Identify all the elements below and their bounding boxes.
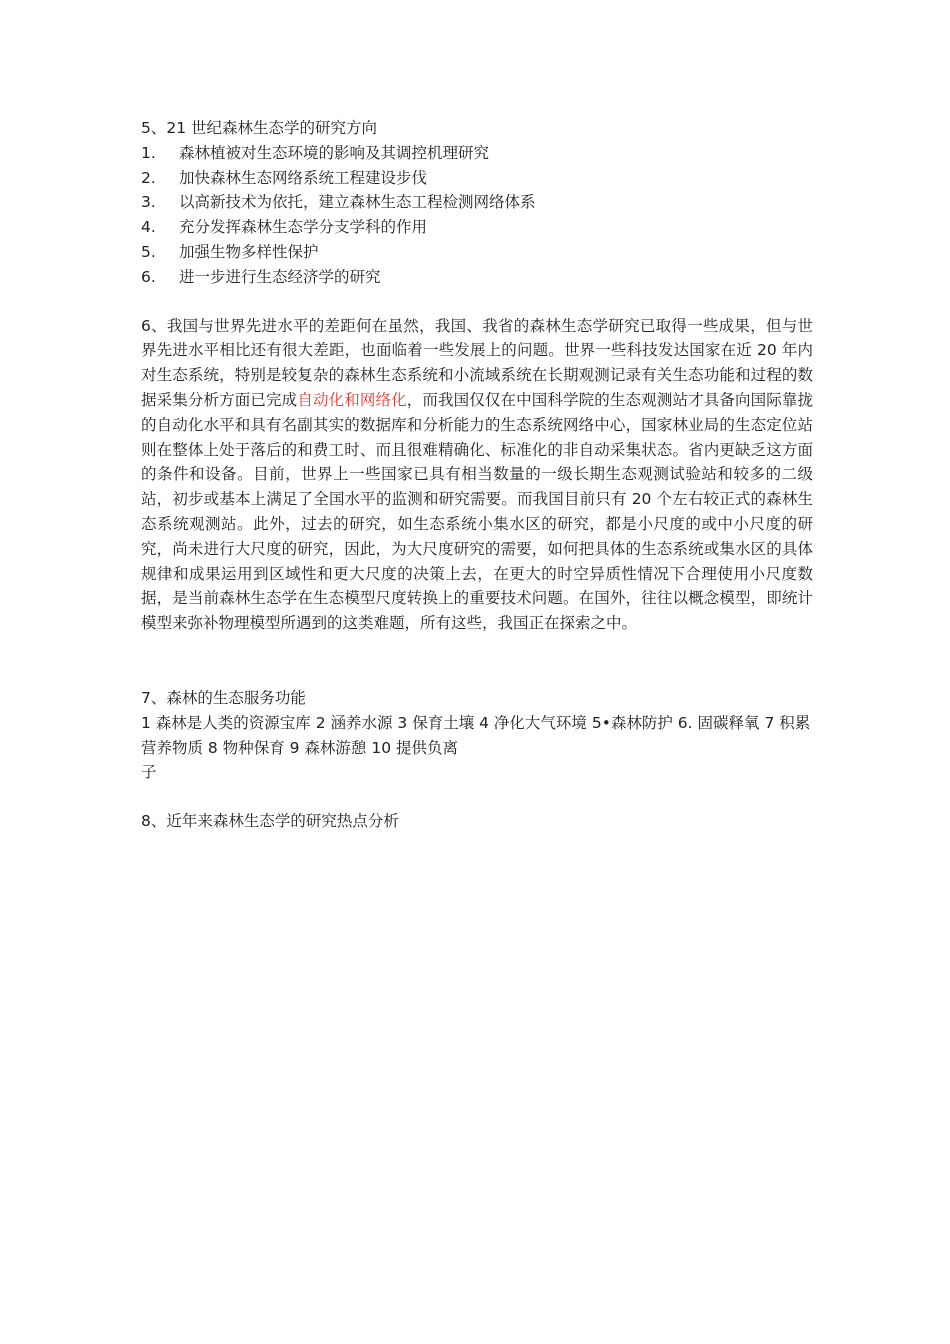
paragraph-text: ，而我国仅仅在中国科学院的生态观测站才具备向国际靠拢的自动化水平和具有名副其实的数据库和分析能力的生态系统网络中心，国家林业局的生态定位站则在整体上处于落后的和费工时、而且很难精确化、标准化的非自动采集状态。省内更缺乏这方面的条件和设备。目前，世界上一些国家已具有相当数量的一级长期生态观测试验站和较多的二级站，初步或基本上满足了全国水平的监测和研究需要。而我国目前只有 20 个左右较正式的森林生态系统观测站。此外，过去的研究，如生态系统小集水区的研究，都是小尺度的或中小尺度的研究，尚未进行大尺度的研究，因此，为大尺度研究的需要，如何把具体的生态系统或集水区的具体规律和成果运用到区域性和更大尺度的决策上去，在更大的时空异质性情况下合理使用小尺度数据，是当前森林生态学在生态模型尺度转换上的重要技术问题。在国外，往往以概念模型，即统计模型来弥补物理模型所遇到的这类难题，所有这些，我国正在探索之中。 (141, 390, 813, 633)
paragraph-text: 6、我国与世界先进水平的差距何在虽然，我国、我省的森林生态学研究已取得一些成果，但与世界先进水平相比还有很大差距，也面临着一些发展上的问题。世界一些科技发达国家在近 20 年内对生态系统，特别是较复杂的森林生态系统和小流域系统在长期观测记录有关生态功能和过程的数据采集分析方面已完成 (141, 316, 813, 409)
list-item-text: 进一步进行生态经济学的研究 (179, 267, 381, 286)
services-list-text (141, 711, 813, 785)
list-item (141, 141, 813, 166)
list-item (141, 190, 813, 215)
research-directions-list (141, 141, 813, 290)
services-tail: 子 (141, 763, 157, 782)
spacer (141, 636, 813, 686)
list-item (141, 166, 813, 191)
list-item-number: 1. (141, 143, 156, 162)
section-6-paragraph (141, 314, 813, 636)
list-item-number: 4. (141, 218, 156, 237)
list-item (141, 265, 813, 290)
section-7-heading: 7、森林的生态服务功能 (141, 688, 306, 707)
list-item-number: 2. (141, 168, 156, 187)
list-item-text: 加强生物多样性保护 (179, 242, 319, 261)
services-line: 1 森林是人类的资源宝库 2 涵养水源 3 保育土壤 4 净化大气环境 5•森林防护 6. 固碳释氧 7 积累营养物质 8 物种保育 9 森林游憩 10 提供负离 (141, 713, 811, 757)
list-item (141, 240, 813, 265)
list-item-number: 3. (141, 193, 156, 212)
spacer (141, 290, 813, 314)
section-5-heading: 5、21 世纪森林生态学的研究方向 (141, 119, 378, 137)
list-item-text: 以高新技术为依托，建立森林生态工程检测网络体系 (179, 193, 536, 212)
highlighted-text: 自动化和网络化 (297, 390, 407, 409)
list-item-text: 加快森林生态网络系统工程建设步伐 (179, 168, 428, 187)
list-item (141, 215, 813, 240)
list-item-text: 森林植被对生态环境的影响及其调控机理研究 (179, 143, 490, 162)
document-page (141, 116, 813, 834)
list-item-number: 6. (141, 267, 156, 286)
spacer (141, 785, 813, 809)
section-8-heading: 8、近年来森林生态学的研究热点分析 (141, 812, 399, 831)
list-item-text: 充分发挥森林生态学分支学科的作用 (179, 218, 428, 237)
list-item-number: 5. (141, 242, 156, 261)
